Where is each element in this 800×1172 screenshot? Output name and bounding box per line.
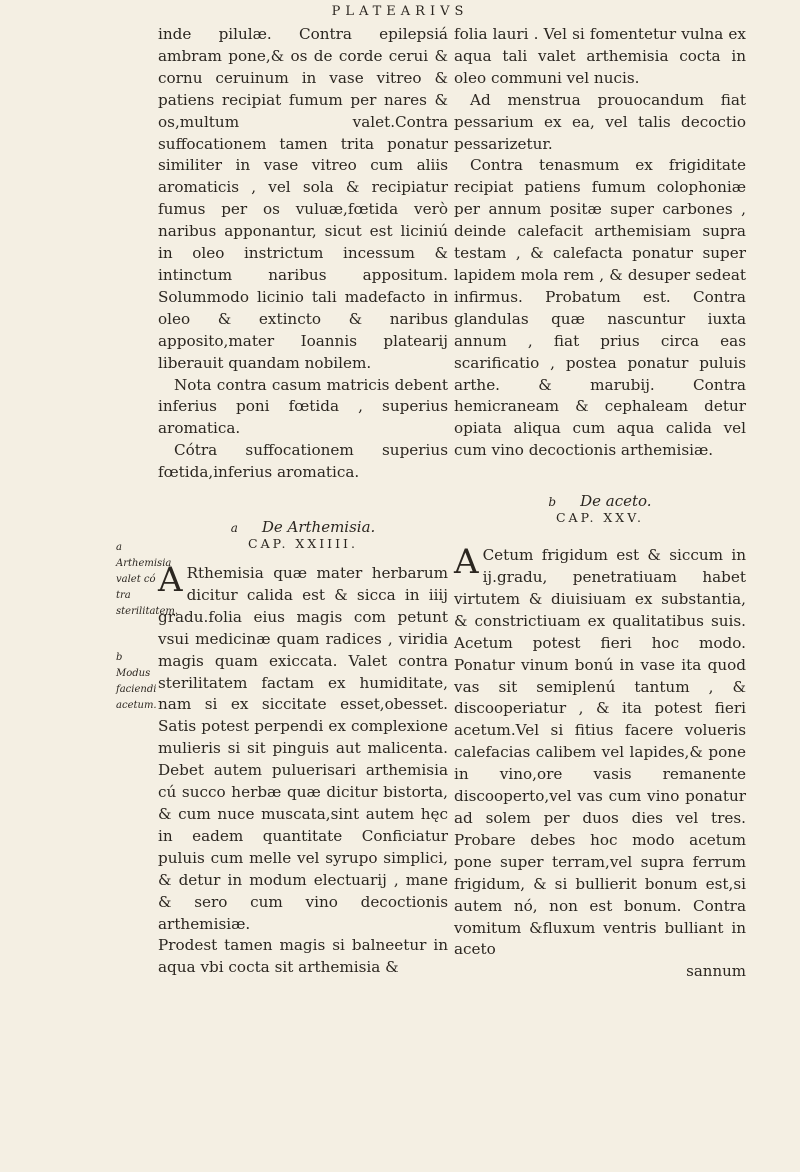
catchword: sannum <box>686 962 746 981</box>
chapter-marker: a <box>230 521 238 536</box>
chapter-heading <box>454 492 746 510</box>
paragraph: inde pilulæ. Contra epilepsiá ambram pone,& os de corde cerui & cornu ceruinum in vase vitreo & patiens recipiat fumum per nares & os,multum valet.Contra suffocationem tamen trita ponatur similiter in vase vitreo cum aliis aromaticis , vel sola & recipiatur fumus per os vuluæ,fœtida verò naribus apponantur, sicut est liciniú in oleo instrictum incessum & intinctum naribus appositum. Solummodo licinio tali madefacto in oleo & extincto & naribus apposito,mater Ioannis platearij liberauit quandam nobilem. <box>158 25 448 372</box>
drop-cap: A <box>454 542 479 583</box>
paragraph: Contra tenasmum ex frigiditate recipiat patiens fumum colophoniæ per annum positæ super carbones , deinde calefacit arthemisiam supra testam , & calefacta ponatur super lapidem mola rem , & desuper sedeat infirmus. Probatum est. Contra glandulas quæ nascuntur iuxta annum , fiat prius circa eas scarificatio , postea ponatur puluis arthe. & marubij. Contra hemicraneam & cephaleam detur opiata aliqua cum aqua calida vel cum vino decoctionis arthemisiæ. <box>454 156 746 460</box>
chapter-marker: b <box>548 495 557 510</box>
chapter-text: Rthemisia quæ mater herbarum dicitur calida est & sicca in iiij gradu.folia eius magis com petunt vsui medicinæ quam radices , viridia magis quam exiccata. Valet contra sterilitatem factam ex humiditate, nam si ex siccitate esset,obesset. Satis potest perpendi ex complexione mulieris si sit pinguis aut malicenta. Debet autem puluerisari arthemisia cú succo herbæ quæ dicitur bistorta, & cum nuce muscata,sint autem hęc in eadem quantitate Conficiatur puluis cum melle vel syrupo simplici, & detur in modum electuarij , mane & sero cum vino decoctionis arthemisiæ. <box>158 564 448 933</box>
chapter-number: CAP. XXIIII. <box>248 536 358 552</box>
chapter-title: De aceto. <box>580 492 652 511</box>
paragraph: folia lauri . Vel si fomentetur vulna ex aqua tali valet arthemisia cocta in oleo communi vel nucis. <box>454 25 746 87</box>
margin-note <box>116 540 179 620</box>
chapter-text: Cetum frigidum est & siccum in ij.gradu, penetratiuam habet virtutem & diuisiuam ex substantia, & constrictiuam ex qualitatibus suis. Acetum potest fieri hoc modo. Ponatur vinum bonú in vase ita quod vas sit semiplenú tantum , & discooperiatur , & ita potest fieri acetum.Vel si fitius facere volueris calefacias calibem vel lapides,& pone in vino,ore vasis remanente discooperto,vel vas cum vino ponatur ad solem per duos dies vel tres. Probare debes hoc modo acetum pone super terram,vel supra ferrum frigidum, & si bullierit bonum est,si autem nó, non est bonum. Contra vomitum &fluxum ventris bulliant in aceto <box>454 546 746 959</box>
chapter-body <box>454 542 746 961</box>
margin-note-text: Modus faciendi acetum. <box>116 668 157 711</box>
paragraph: Nota contra casum matricis debent inferius poni fœtida , superius aromatica. <box>158 375 448 438</box>
left-column <box>158 24 448 979</box>
margin-note-letter: a <box>116 542 122 553</box>
margin-note-letter: b <box>116 652 123 663</box>
chapter-title: De Arthemisia. <box>261 518 376 537</box>
margin-note-text: Arthemisia valet có tra sterilitatem. <box>116 558 179 617</box>
paragraph: Prodest tamen magis si balneetur in aqua vbi cocta sit arthemisia & <box>158 936 448 977</box>
running-header: PLATEARIVS <box>331 4 469 19</box>
drop-cap: A <box>158 560 183 601</box>
margin-note <box>116 650 156 714</box>
paragraph: Ad menstrua prouocandum fiat pessarium ex ea, vel talis decoctio pessarizetur. <box>454 90 746 153</box>
paragraph: Cótra suffocationem superius fœtida,inferius aromatica. <box>158 441 448 482</box>
chapter-number: CAP. XXV. <box>555 510 645 526</box>
right-column <box>454 24 746 983</box>
chapter-heading <box>158 518 448 536</box>
chapter-body <box>158 560 448 935</box>
